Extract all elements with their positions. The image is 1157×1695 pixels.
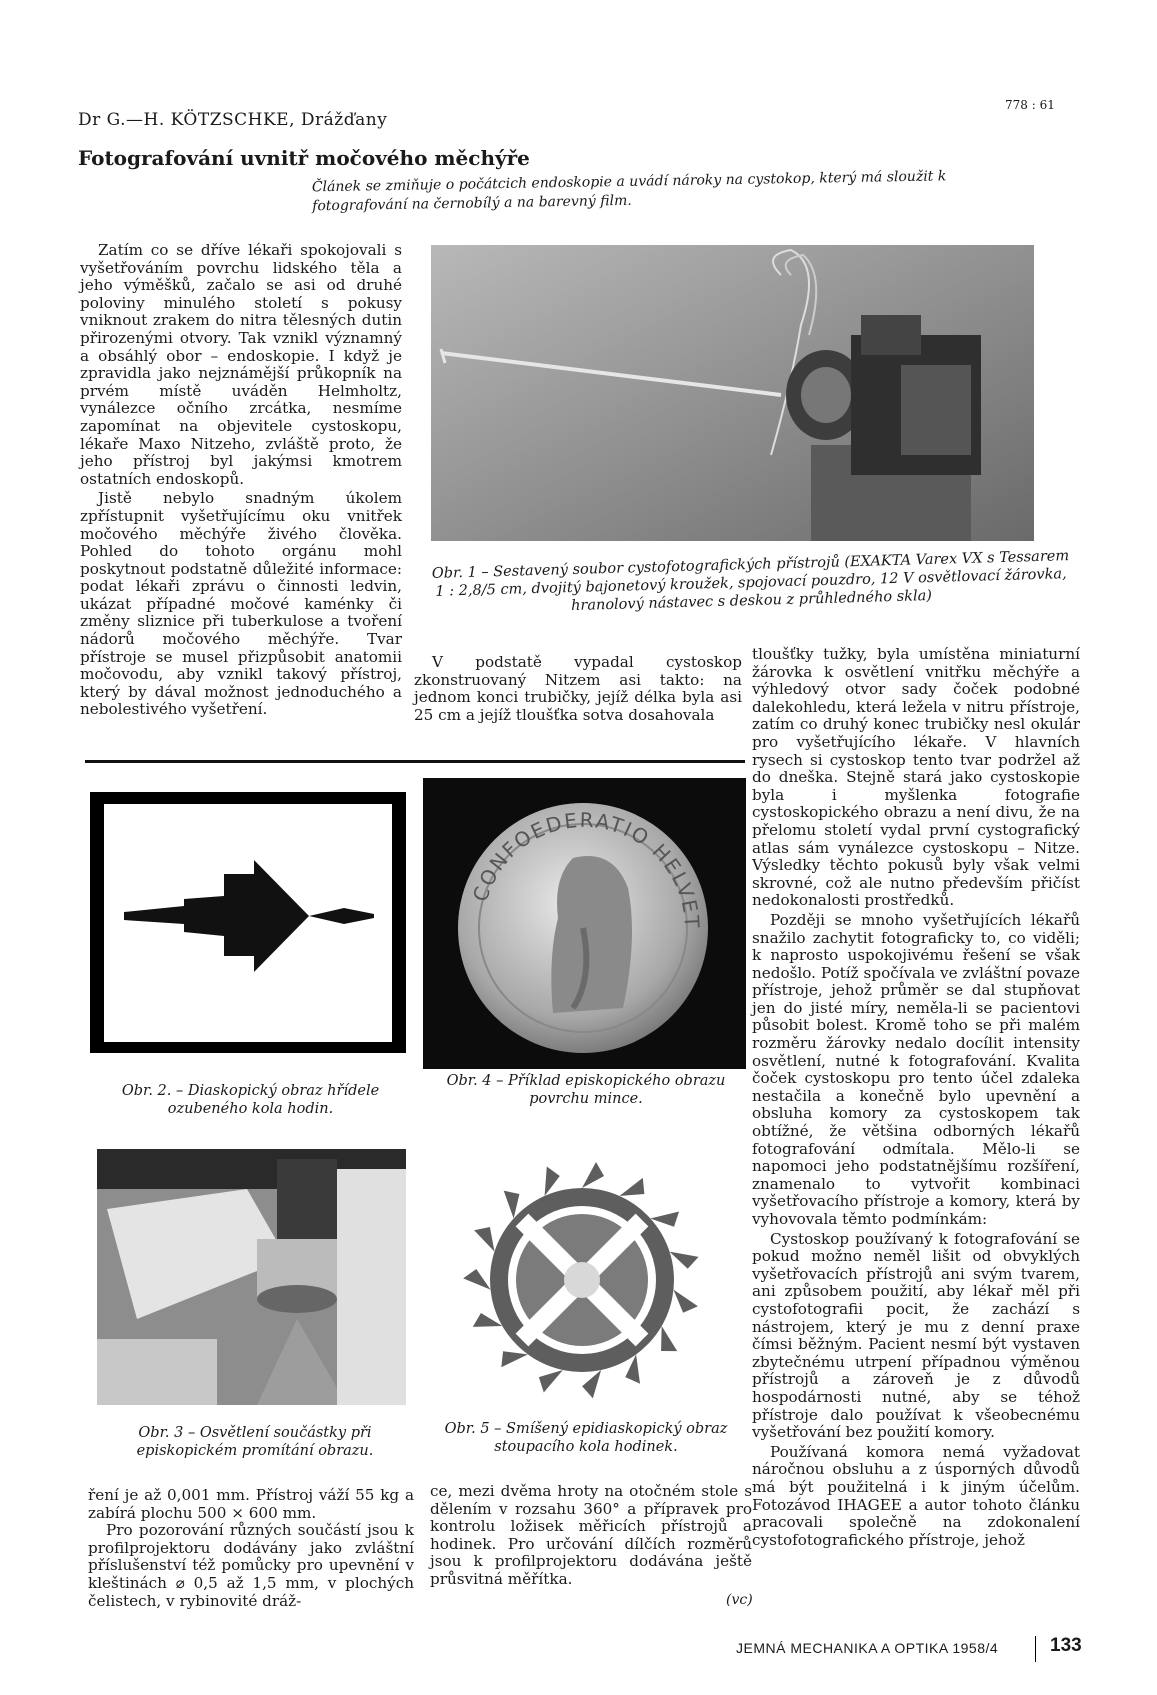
text-column-5 xyxy=(430,1483,752,1589)
journal-footer: JEMNÁ MECHANIKA A OPTIKA 1958/4 xyxy=(736,1640,999,1656)
paragraph: V podstatě vypadal cystoskop zkonstruovaný Nitzem asi takto: na jednom konci trubičky, jejíž délka byla asi 25 cm a jejíž tloušťka sotva dosahovala xyxy=(414,653,742,724)
figure-4-caption: Obr. 4 – Příklad episkopického obrazu povrchu mince. xyxy=(446,1073,726,1107)
text-column-4 xyxy=(88,1487,414,1610)
figure-2-image xyxy=(104,804,392,1042)
article-title: Fotografování uvnitř močového měchýře xyxy=(78,146,530,170)
figure-3-caption: Obr. 3 – Osvětlení součástky při episkopickém promítání obrazu. xyxy=(136,1425,374,1459)
text-column-1 xyxy=(80,242,402,721)
projector-component-photo xyxy=(97,1149,406,1405)
paragraph: Zatím co se dříve lékaři spokojovali s vyšetřováním povrchu lidského těla a jeho výměšků, začalo se asi od druhé poloviny minulého století s pokusy vniknout zrakem do nitra tělesných dutin přirozenými otvory. Tak vznikl významný a obsáhlý obor – endoskopie. I když je zpravidla jako nejznámější průkopník na prvém místě uváděn Helmholtz, vynálezce očního zrcátka, nesmíme zapomínat na objevitele cystoskopu, lékaře Maxo Nitzeho, zvláště proto, že jeho přístroj byl jakýmsi kmotrem ostatních endoskopů. xyxy=(80,241,402,488)
figure-3-image xyxy=(97,1149,406,1405)
gear-shaft-silhouette xyxy=(104,804,392,1042)
paragraph: Používaná komora nemá vyžadovat náročnou obsluhu a z úsporných důvodů má být použitelná i k jiným účelům. Fotozávod IHAGEE a autor tohoto článku pracovali společně na zdokonalení cystofotografického přístroje, jehož xyxy=(752,1442,1080,1549)
figure-4-image xyxy=(423,778,746,1069)
author-initials: (vc) xyxy=(726,1592,753,1608)
figure-5-caption: Obr. 5 – Smíšený epidiaskopický obraz stoupacího kola hodinek. xyxy=(444,1421,728,1455)
figure-2-caption: Obr. 2. – Diaskopický obraz hřídele ozubeného kola hodin. xyxy=(121,1083,380,1117)
paragraph: Cystoskop používaný k fotografování se pokud možno neměl lišit od obvyklých vyšetřovacích přístrojů ani svým tvarem, ani způsobem použití, aby lékař měl při cystofotografii pocit, že zachází s nástrojem, který je mu z denní praxe čímsi běžným. Pacient nesmí být vystaven zbytečnému utrpení případnou výměnou přístrojů a zároveň je z důvodů hospodárnosti nutné, aby se téhož přístroje dalo používat k všeobecnému vyšetřování bez použití komory. xyxy=(752,1229,1080,1442)
section-divider xyxy=(85,760,745,763)
coin-inscription: CONFOEDERATIO HELVET xyxy=(467,807,705,931)
figure-5-image xyxy=(424,1145,741,1405)
text-column-2 xyxy=(414,654,742,726)
paragraph: Pro pozorování různých součástí jsou k profilprojektoru dodávány jako zvláštní příslušenství též pomůcky pro upevnění v kleštinách ⌀ 0,5 až 1,5 mm, v plochých čelistech, v rybinovité dráž- xyxy=(88,1521,414,1610)
text-column-3 xyxy=(752,646,1080,1551)
paragraph: Jistě nebylo snadným úkolem zpřístupnit vyšetřujícímu oku vnitřek močového měchýře živého člověka. Pohled do tohoto orgánu mohl poskytnout podstatně důležité informace: podat lékaři zprávu o činnosti ledvin, ukázat případné močové kaménky či změny sliznice při tuberkulose a tvoření nádorů močového měchýře. Tvar přístroje se musel přizpůsobit anatomii močovodu, aby vznikl takový přístroj, který by dával možnost jednoduchého a nebolestivého vyšetření. xyxy=(80,489,402,719)
cystoscope-camera-illustration xyxy=(431,245,1034,541)
coin-photo xyxy=(423,778,746,1069)
escape-wheel-image xyxy=(424,1145,741,1405)
page-reference: 778 : 61 xyxy=(1005,98,1055,112)
paragraph: ce, mezi dvěma hroty na otočném stole s dělením v rozsahu 360° a přípravek pro kontrolu ložisek měřicích přístrojů a hodinek. Pro určování dílčích rozměrů jsou k profilprojektoru dodávána ještě průsvitná měřítka. xyxy=(430,1482,752,1588)
figure-1-caption: Obr. 1 – Sestavený soubor cystofotografických přístrojů (EXAKTA Varex VX s Tessarem 1 : 2,8/5 cm, dvojitý bajonetový kroužek, spojovací pouzdro, 12 V osvětlovací žárovka, hranolový nástavec s deskou z průhledného skla) xyxy=(431,548,1070,615)
footer-divider xyxy=(1035,1636,1036,1662)
paragraph: tloušťky tužky, byla umístěna miniaturní žárovka k osvětlení vnitřku měchýře a výhledový otvor sady čoček podobné dalekohledu, která ležela v nitru přístroje, zatím co druhý konec trubičky nesl okulár pro vyšetřujícího lékaře. V hlavních rysech si cystoskop tento tvar podržel až do dneška. Stejně stará jako cystoskopie byla i myšlenka fotografie cystoskopického obrazu a není divu, že na přelomu století vydal první cystografický atlas sám vynálezce cystoskopu – Nitze. Výsledky těchto pokusů byly však velmi skrovné, což ale nutno především přičíst nedokonalosti prostředků. xyxy=(752,645,1080,910)
paragraph: Později se mnoho vyšetřujících lékařů snažilo zachytit fotograficky to, co viděli; k naprosto uspokojivému řešení se však nedošlo. Potíž spočívala ve zvláštní povaze přístroje, jehož průměr se dal stupňovat jen do jisté míry, neměla-li se pacientovi působit bolest. Kromě toho se při malém rozměru žárovky nedalo docílit intensity osvětlení, nutné k fotografování. Kvalita čoček cystoskopu pro tento účel zdaleka nestačila a konečně bylo upevnění a obsluha komory za cystoskopem tak obtížné, že většina odborných lékařů fotografování odmítala. Mělo-li se napomoci jeho podstatnějšímu rozšíření, znamenalo to vytvořit kombinaci vyšetřovacího přístroje a komory, která by vyhovovala těmto podmínkám: xyxy=(752,910,1080,1228)
paragraph: ření je až 0,001 mm. Přístroj váží 55 kg a zabírá plochu 500 × 600 mm. xyxy=(88,1486,414,1522)
figure-1-photo xyxy=(431,245,1034,541)
page-number: 133 xyxy=(1050,1635,1082,1656)
article-lead: Článek se zmiňuje o počátcich endoskopie a uvádí nároky na cystokop, který má sloužit k fotografování na černobílý a na barevný film. xyxy=(311,168,947,215)
author-line: Dr G.—H. KÖTZSCHKE, Drážďany xyxy=(78,110,388,130)
